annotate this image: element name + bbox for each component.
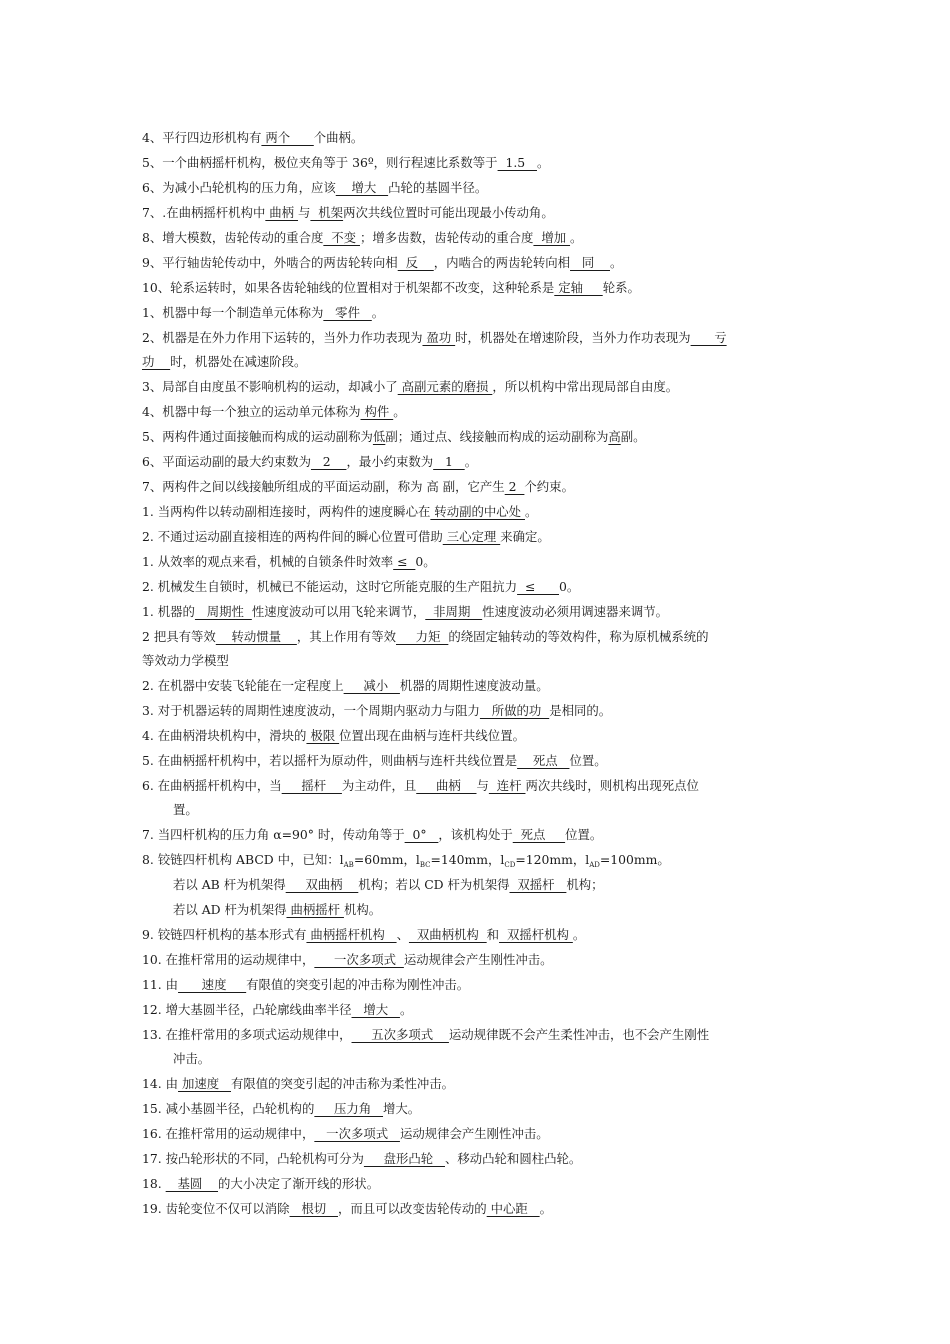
line-text: 。 <box>371 305 385 320</box>
line-text: 9. 铰链四杆机构的基本形式有 <box>142 927 307 942</box>
text-line <box>142 627 709 645</box>
line-text: ，最小约束数为 <box>346 454 434 469</box>
line-text: 等效动力学模型 <box>142 653 229 668</box>
answer-blank: 转动惯量 <box>215 629 297 644</box>
answer-blank: 曲柄 <box>265 205 299 220</box>
length-symbol: l <box>339 852 344 867</box>
line-text: 6、为减小凸轮机构的压力角，应该 <box>142 180 336 195</box>
line-text: 8. 铰链四杆机构 ABCD 中，已知： <box>142 852 340 867</box>
answer-blank: 反 <box>397 255 434 270</box>
text-line <box>142 527 550 545</box>
line-text: 机构； <box>566 877 604 892</box>
line-text: 12. 增大基圆半径，凸轮廓线曲率半径 <box>142 1002 352 1017</box>
answer-blank: 曲柄摇杆机构 <box>306 927 397 942</box>
line-text: ，内啮合的两齿轮转向相 <box>433 255 571 270</box>
line-text: 运动规律会产生刚性冲击。 <box>403 952 553 967</box>
text-line <box>173 875 604 893</box>
answer-blank: 曲柄摇杆 <box>286 902 344 917</box>
answer-blank: 双摇杆机构 <box>499 927 573 942</box>
line-text: 位置。 <box>565 827 603 842</box>
line-text: 、 <box>396 927 409 942</box>
answer-blank: 非周期 <box>425 604 483 619</box>
line-text: 4、平行四边形机构有 <box>142 130 262 145</box>
line-text: 3. 对于机器运转的周期性速度波动，一个周期内驱动力与阻力 <box>142 703 480 718</box>
text-line <box>142 452 477 470</box>
text-line <box>142 1174 379 1192</box>
line-text: 5、两构件通过面接触而构成的运动副称为 <box>142 429 373 444</box>
answer-blank: 五次多项式 <box>351 1027 449 1042</box>
answer-blank: 力矩 <box>395 629 449 644</box>
text-line <box>142 975 469 993</box>
answer-blank: 极限 <box>306 728 340 743</box>
text-line <box>142 477 574 495</box>
line-text: 2. 机械发生自锁时，机械已不能运动，这时它所能克服的生产阻抗力 <box>142 579 518 594</box>
answer-blank: 死点 <box>517 753 570 768</box>
answer-blank: 高 <box>608 429 621 444</box>
text-line <box>142 950 553 968</box>
answer-blank: 加速度 <box>178 1076 231 1091</box>
line-text: 5、一个曲柄摇杆机构，极位夹角等于 36º，则行程速比系数等于 <box>142 155 498 170</box>
text-line <box>142 676 549 694</box>
answer-blank: 中心距 <box>486 1201 540 1216</box>
subscript: CD <box>504 861 516 869</box>
answer-blank: 2 <box>310 454 347 469</box>
line-text: 。 <box>536 155 550 170</box>
line-text: 的大小决定了渐开线的形状。 <box>218 1176 380 1191</box>
line-text: 1. 从效率的观点来看，机械的自锁条件时效率 <box>142 554 394 569</box>
text-line <box>142 825 602 843</box>
line-text: 10. 在推杆常用的运动规律中， <box>142 952 315 967</box>
text-line <box>142 1000 412 1018</box>
answer-blank: 不变 <box>323 230 360 245</box>
line-text: 0。 <box>559 579 580 594</box>
answer-blank: 转动副的中心处 <box>430 504 525 519</box>
line-text: 副；通过点、线接触而构成的运动副称为 <box>385 429 609 444</box>
text-line <box>142 1074 454 1092</box>
line-text: 机构；若以 CD 杆为机架得 <box>358 877 510 892</box>
answer-blank: 压力角 <box>314 1101 384 1116</box>
line-text: 和 <box>486 927 500 942</box>
line-text: 与 <box>476 778 489 793</box>
length-symbol: l <box>585 852 590 867</box>
text-line <box>142 850 670 869</box>
answer-blank: 1.5 <box>497 155 537 170</box>
line-text: 8、增大模数，齿轮传动的重合度 <box>142 230 324 245</box>
answer-blank: 一次多项式 <box>314 1126 400 1141</box>
answer-blank: 双摇杆 <box>509 877 567 892</box>
line-text: =100mm。 <box>599 852 670 867</box>
line-text: 7、两构件之间以线接触所组成的平面运动副，称为 高 副，它产生 <box>142 479 505 494</box>
text-line <box>173 800 198 818</box>
line-text: 。 <box>539 1201 552 1216</box>
line-text: 时，机器处在增速阶段，当外力作功表现为 <box>455 330 691 345</box>
answer-blank: 构件 <box>360 404 394 419</box>
answer-blank: 低 <box>372 429 386 444</box>
line-text: 4、机器中每一个独立的运动单元体称为 <box>142 404 361 419</box>
length-symbol: l <box>500 852 505 867</box>
line-text: 18. <box>142 1176 166 1191</box>
answer-blank: 增大 <box>351 1002 400 1017</box>
line-text: ，该机构处于 <box>438 827 513 842</box>
line-text: 机构。 <box>343 902 382 917</box>
text-line <box>142 128 363 146</box>
line-text: 。 <box>610 255 623 270</box>
line-text: 性速度波动必须用调速器来调节。 <box>482 604 669 619</box>
line-text: 6. 在曲柄摇杆机构中，当 <box>142 778 282 793</box>
line-text: 2、机器是在外力作用下运转的，当外力作功表现为 <box>142 330 423 345</box>
line-text: 5. 在曲柄摇杆机构中，若以摇杆为原动件，则曲柄与连杆共线位置是 <box>142 753 518 768</box>
text-line <box>142 278 640 296</box>
line-text: 。 <box>524 504 538 519</box>
line-text: 10、轮系运转时，如果各齿轮轴线的位置相对于机架都不改变，这种轮系是 <box>142 280 555 295</box>
answer-blank: 曲柄 <box>416 778 477 793</box>
line-text: 来确定。 <box>500 529 550 544</box>
text-line <box>142 1099 420 1117</box>
text-line <box>142 228 582 246</box>
answer-blank: ≤ <box>517 579 559 594</box>
text-line <box>142 1199 552 1217</box>
line-text: 。 <box>572 927 586 942</box>
line-text: 轮系。 <box>602 280 640 295</box>
line-text: 、移动凸轮和圆柱凸轮。 <box>444 1151 582 1166</box>
line-text: 凸轮的基圆半径。 <box>388 180 488 195</box>
line-text: 0。 <box>415 554 436 569</box>
line-text: 时，机器处在减速阶段。 <box>170 354 307 369</box>
length-symbol: l <box>415 852 420 867</box>
answer-blank: 增加 <box>533 230 571 245</box>
text-line <box>142 377 678 395</box>
text-line <box>142 651 229 669</box>
answer-blank: 同 <box>570 255 610 270</box>
line-text: ；增多齿数，齿轮传动的重合度 <box>359 230 534 245</box>
line-text: 为主动件，且 <box>341 778 417 793</box>
line-text: 冲击。 <box>173 1051 211 1066</box>
text-line <box>142 328 727 346</box>
text-line <box>142 253 622 271</box>
line-text: 若以 AD 杆为机架得 <box>173 902 287 917</box>
line-text: 9、平行轴齿轮传动中，外啮合的两齿轮转向相 <box>142 255 398 270</box>
line-text: 4. 在曲柄滑块机构中，滑块的 <box>142 728 307 743</box>
text-line <box>142 726 525 744</box>
line-text: ，其上作用有等效 <box>296 629 396 644</box>
line-text: 有限值的突变引起的冲击称为刚性冲击。 <box>246 977 470 992</box>
line-text: 与 <box>298 205 311 220</box>
line-text: 1. 当两构件以转动副相连接时，两构件的速度瞬心在 <box>142 504 431 519</box>
text-line <box>142 352 306 370</box>
text-line <box>142 925 585 943</box>
answer-blank: 盘形凸轮 <box>363 1151 445 1166</box>
line-text: 7. 当四杆机构的压力角 α=90° 时，传动角等于 <box>142 827 405 842</box>
line-text: 13. 在推杆常用的多项式运动规律中， <box>142 1027 352 1042</box>
line-text: 增大。 <box>383 1101 421 1116</box>
answer-blank: 周期性 <box>194 604 252 619</box>
line-text: 有限值的突变引起的冲击称为柔性冲击。 <box>230 1076 455 1091</box>
text-line <box>142 178 487 196</box>
answer-blank: 零件 <box>323 305 372 320</box>
line-text: 15. 减小基圆半径，凸轮机构的 <box>142 1101 315 1116</box>
line-text: 。 <box>393 404 406 419</box>
answer-blank: 2 <box>504 479 525 494</box>
line-text: 位置。 <box>569 753 607 768</box>
answer-blank: 根切 <box>289 1201 338 1216</box>
answer-blank: 三心定理 <box>442 529 501 544</box>
line-text: =60mm， <box>353 852 416 867</box>
text-line <box>142 502 537 520</box>
answer-blank: 定轴 <box>554 280 603 295</box>
text-line <box>142 751 607 769</box>
line-text: 。 <box>399 1002 413 1017</box>
line-text: ，所以机构中常出现局部自由度。 <box>492 379 679 394</box>
answer-blank: 0° <box>404 827 439 842</box>
answer-blank: 减小 <box>343 678 400 693</box>
line-text: =120mm， <box>515 852 586 867</box>
answer-blank: 功 <box>142 354 171 369</box>
line-text: 是相同的。 <box>549 703 612 718</box>
answer-blank: 机架 <box>310 205 344 220</box>
answer-blank: 增大 <box>335 180 389 195</box>
line-text: 11. 由 <box>142 977 179 992</box>
text-line <box>142 1149 581 1167</box>
line-text: 2. 在机器中安装飞轮能在一定程度上 <box>142 678 344 693</box>
line-text: 3、局部自由度虽不影响机构的运动，却减小了 <box>142 379 398 394</box>
line-text: 两次共线位置时可能出现最小传动角。 <box>343 205 554 220</box>
line-text: ，而且可以改变齿轮传动的 <box>337 1201 487 1216</box>
line-text: 若以 AB 杆为机架得 <box>173 877 286 892</box>
line-text: 的绕固定轴转动的等效构件，称为原机械系统的 <box>448 629 709 644</box>
line-text: 6、平面运动副的最大约束数为 <box>142 454 311 469</box>
answer-blank: 1 <box>433 454 465 469</box>
line-text: 2 把具有等效 <box>142 629 216 644</box>
line-text: 1. 机器的 <box>142 604 195 619</box>
text-line <box>142 701 611 719</box>
line-text: 。 <box>570 230 583 245</box>
line-text: 运动规律既不会产生柔性冲击，也不会产生刚性 <box>448 1027 710 1042</box>
line-text: 性速度波动可以用飞轮来调节， <box>251 604 426 619</box>
answer-blank: 摇杆 <box>281 778 342 793</box>
answer-blank: 速度 <box>178 977 247 992</box>
line-text: 17. 按凸轮形状的不同，凸轮机构可分为 <box>142 1151 364 1166</box>
answer-blank: 所做的功 <box>479 703 550 718</box>
text-line <box>142 303 384 321</box>
line-text: 置。 <box>173 802 198 817</box>
line-text: =140mm， <box>430 852 501 867</box>
line-text: 19. 齿轮变位不仅可以消除 <box>142 1201 290 1216</box>
answer-blank: 亏 <box>690 330 727 345</box>
line-text: 位置出现在曲柄与连杆共线位置。 <box>339 728 525 743</box>
subscript: AD <box>589 861 600 869</box>
line-text: 机器的周期性速度波动量。 <box>399 678 549 693</box>
line-text: 。 <box>464 454 478 469</box>
answer-blank: 死点 <box>512 827 566 842</box>
line-text: 1、机器中每一个制造单元体称为 <box>142 305 324 320</box>
text-line <box>142 602 668 620</box>
answer-blank: ≤ <box>393 554 416 569</box>
answer-blank: 双曲柄 <box>285 877 359 892</box>
line-text: 7、.在曲柄摇杆机构中 <box>142 205 266 220</box>
text-line <box>142 203 554 221</box>
line-text: 副。 <box>620 429 646 444</box>
answer-blank: 一次多项式 <box>314 952 404 967</box>
text-line <box>142 402 406 420</box>
subscript: AB <box>343 861 354 869</box>
line-text: 2. 不通过运动副直接相连的两构件间的瞬心位置可借助 <box>142 529 443 544</box>
text-line <box>142 1025 709 1043</box>
answer-blank: 连杆 <box>488 778 526 793</box>
answer-blank: 基圆 <box>165 1176 219 1191</box>
text-line <box>142 427 646 445</box>
text-line <box>142 577 579 595</box>
text-line <box>173 900 381 918</box>
answer-blank: 盈功 <box>422 330 456 345</box>
line-text: 两次共线时，则机构出现死点位 <box>525 778 699 793</box>
text-line <box>142 552 436 570</box>
answer-blank: 高副元素的磨损 <box>397 379 493 394</box>
answer-blank: 双曲柄机构 <box>408 927 487 942</box>
text-line <box>142 153 549 171</box>
line-text: 个约束。 <box>524 479 574 494</box>
line-text: 14. 由 <box>142 1076 179 1091</box>
text-line <box>173 1049 210 1067</box>
line-text: 个曲柄。 <box>313 130 364 145</box>
answer-blank: 两个 <box>261 130 314 145</box>
line-text: 16. 在推杆常用的运动规律中， <box>142 1126 315 1141</box>
text-line <box>142 776 699 794</box>
subscript: BC <box>419 861 431 869</box>
text-line <box>142 1124 549 1142</box>
line-text: 运动规律会产生刚性冲击。 <box>399 1126 549 1141</box>
